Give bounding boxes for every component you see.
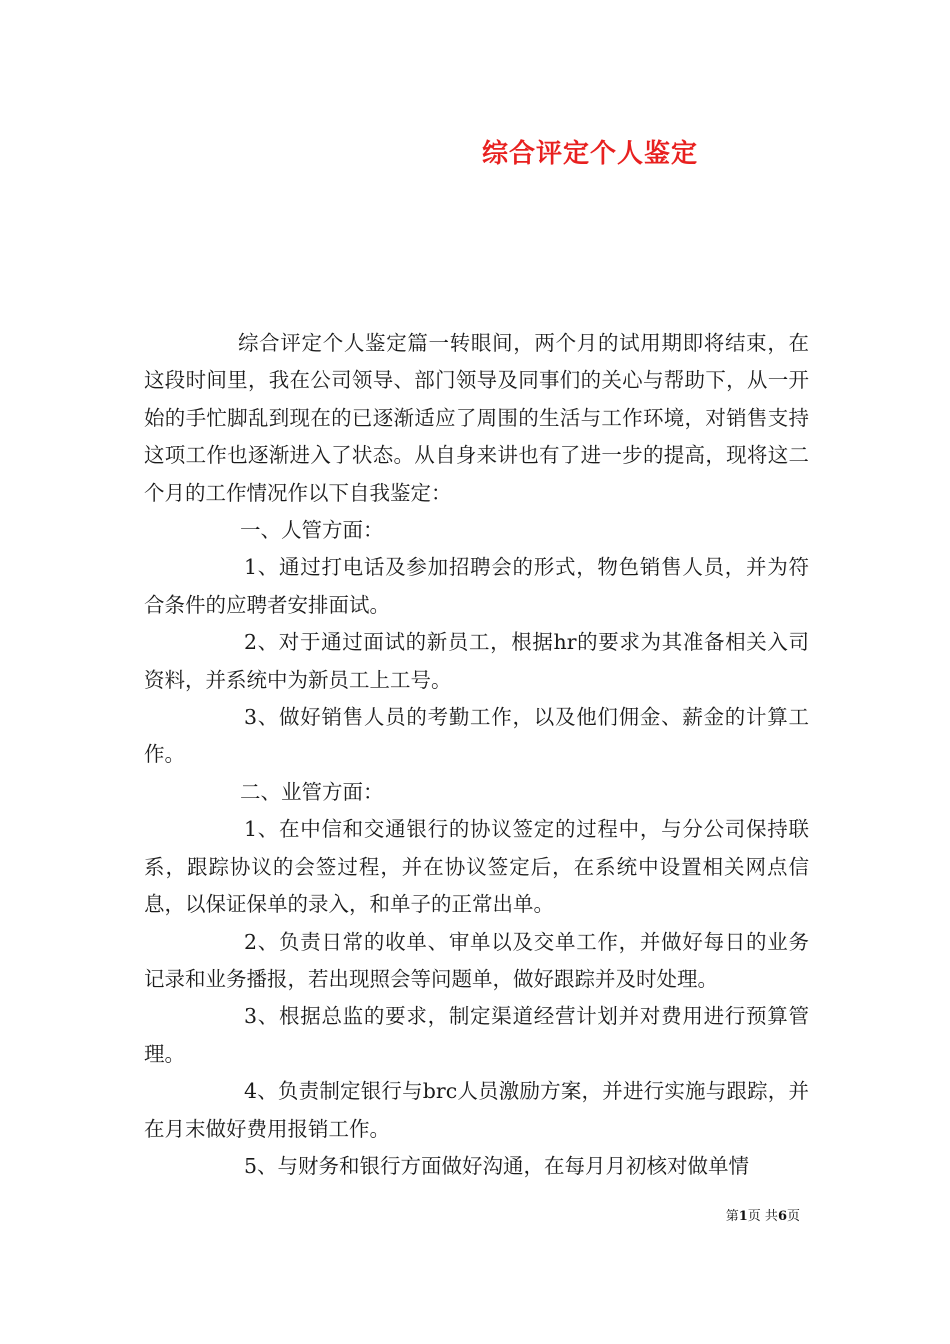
list-item: 5、与财务和银行方面做好沟通，在每月月初核对做单情: [244, 1153, 750, 1178]
page-footer: [650, 1205, 800, 1224]
paragraph-intro: 综合评定个人鉴定篇一转眼间，两个月的试用期即将结束，在这段时间里，我在公司领导、部门领导及同事们的关心与帮助下，从一开始的手忙脚乱到现在的已逐渐适应了周围的生活与工作环境，对销售支持这项工作也逐渐进入了状态。从自身来讲也有了进一步的提高，现将这二个月的工作情况作以下自我鉴定：: [144, 331, 809, 505]
list-item: 3、根据总监的要求，制定渠道经营计划并对费用进行预算管理。: [144, 1004, 809, 1066]
footer-suffix: 页: [786, 1209, 800, 1224]
list-item: 1、在中信和交通银行的协议签定的过程中，与分公司保持联系，跟踪协议的会签过程，并在协议签定后，在系统中设置相关网点信息，以保证保单的录入，和单子的正常出单。: [144, 817, 809, 917]
section-heading-personnel: 一、人管方面：: [240, 518, 384, 543]
footer-prefix: 第: [725, 1209, 739, 1224]
footer-total-pages: 6: [777, 1209, 787, 1224]
list-item: 4、负责制定银行与brc人员激励方案，并进行实施与跟踪，并在月末做好费用报销工作。: [144, 1079, 809, 1141]
document-title: 综合评定个人鉴定: [481, 139, 698, 169]
list-item: 3、做好销售人员的考勤工作，以及他们佣金、薪金的计算工作。: [144, 705, 809, 767]
list-item: 2、对于通过面试的新员工，根据hr的要求为其准备相关入司资料，并系统中为新员工上工号。: [144, 630, 809, 692]
list-item: 1、通过打电话及参加招聘会的形式，物色销售人员，并为符合条件的应聘者安排面试。: [144, 555, 809, 617]
section-heading-business: 二、业管方面：: [240, 779, 384, 804]
document-body: [144, 325, 809, 1185]
footer-middle: 页 共: [747, 1209, 778, 1224]
footer-current-page: 1: [738, 1209, 748, 1224]
list-item: 2、负责日常的收单、审单以及交单工作，并做好每日的业务记录和业务播报，若出现照会等问题单，做好跟踪并及时处理。: [144, 929, 809, 991]
